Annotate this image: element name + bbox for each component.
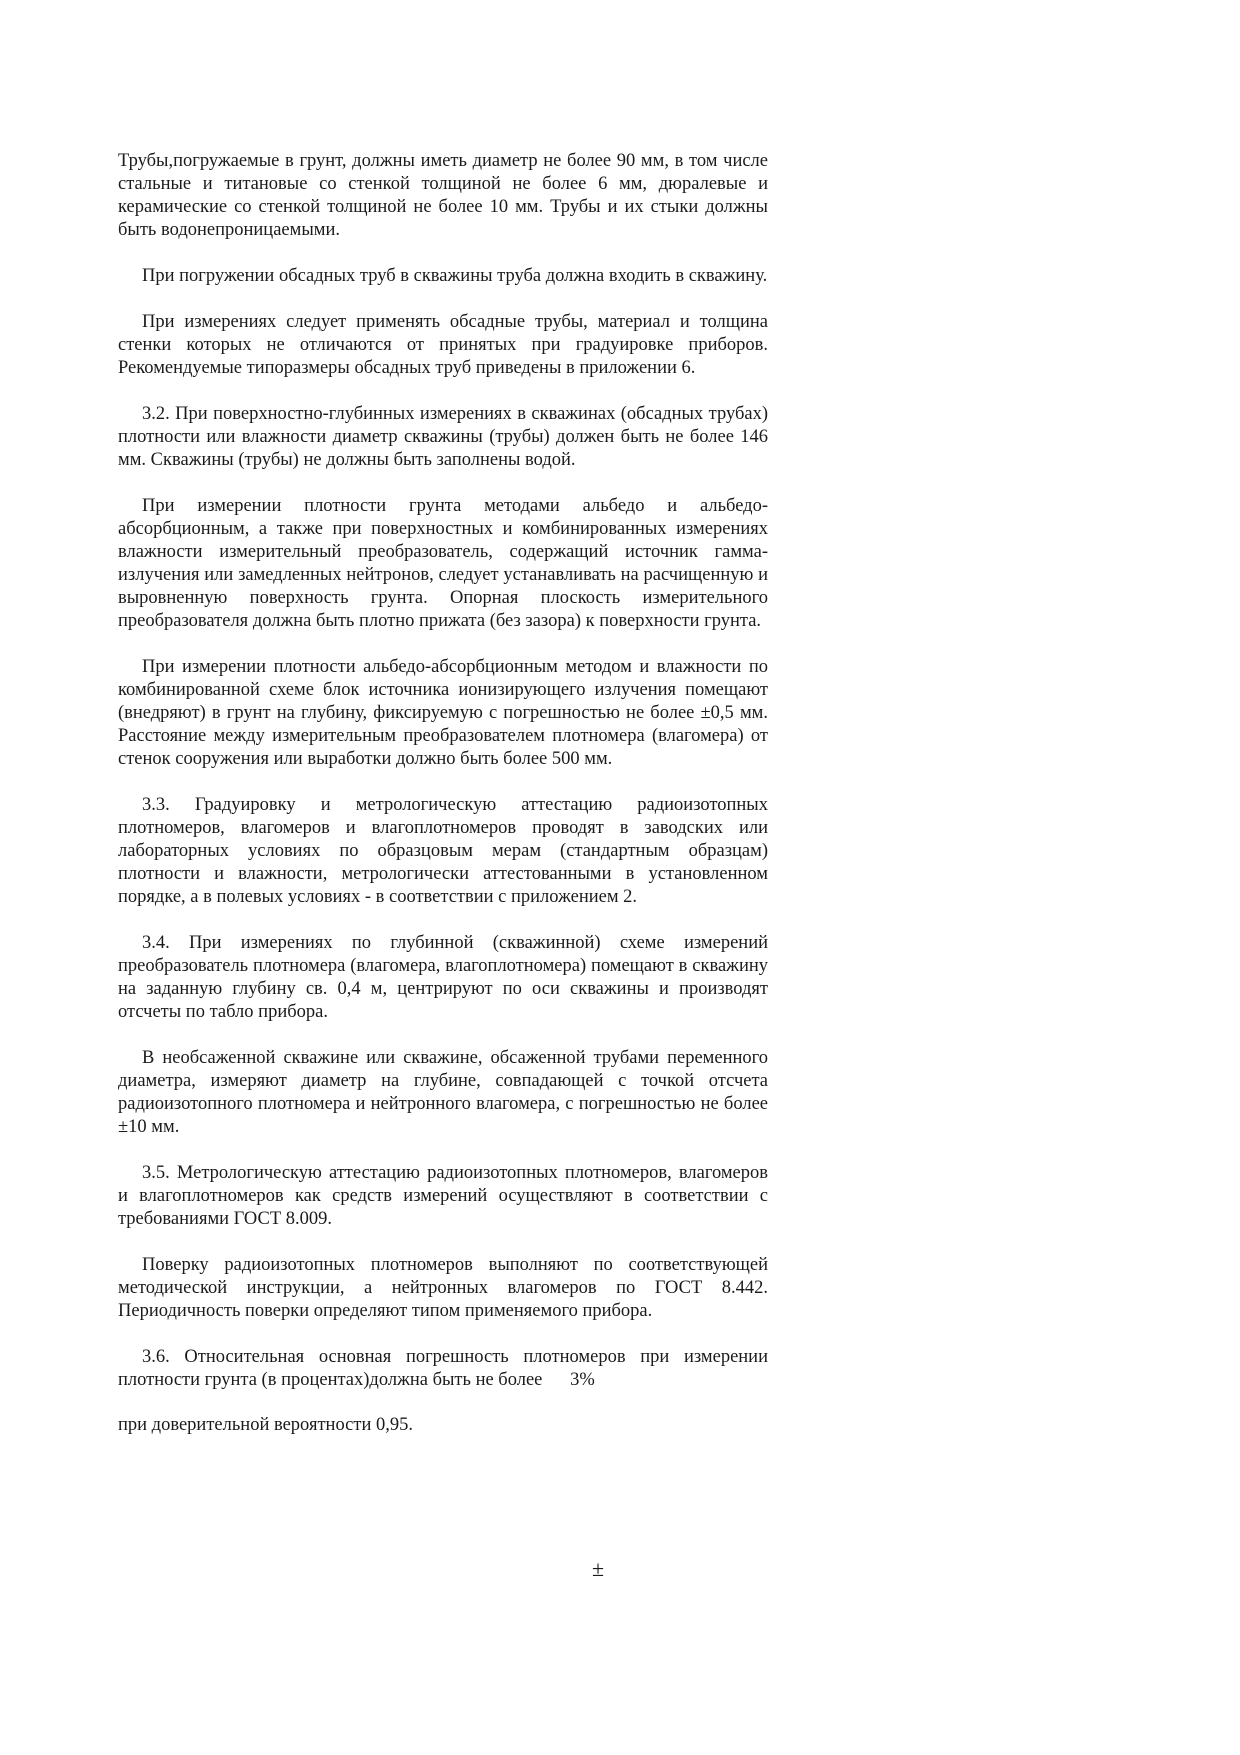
paragraph-section-3-2: 3.2. При поверхностно-глубинных измерениях в скважинах (обсадных трубах) плотности или влажности диаметр скважины (трубы) должен быть не более 146 мм. Скважины (трубы) не должны быть заполнены водой. [118, 404, 768, 470]
paragraph-uncased-borehole: В необсаженной скважине или скважине, обсаженной трубами переменного диаметра, измеряют диаметр на глубине, совпадающей с точкой отсчета радиоизотопного плотномера и нейтронного влагомера, с погрешностью не более ±10 мм. [118, 1048, 768, 1137]
paragraph-section-3-6: 3.6. Относительная основная погрешность плотномеров при измерении плотности грунта (в процентах)должна быть не более 3% [118, 1347, 773, 1390]
paragraph-section-3-4: 3.4. При измерениях по глубинной (скважинной) схеме измерений преобразователь плотномера (влагомера, влагоплотномера) помещают в скважину на заданную глубину св. 0,4 м, центрируют по оси скважины и производят отсчеты по табло прибора. [118, 933, 768, 1022]
plus-minus-symbol: ± [592, 1556, 605, 1581]
paragraph-section-3-3: 3.3. Градуировку и метрологическую аттестацию радиоизотопных плотномеров, влагомеров и влагоплотномеров проводят в заводских или лабораторных условиях по образцовым мерам (стандартным образцам) плотности и влажности, метрологически аттестованными в установленном порядке, а в полевых условиях - в соответствии с приложением 2. [118, 795, 768, 907]
paragraph-albedo-absorption: При измерении плотности альбедо-абсорбционным методом и влажности по комбинированной схеме блок источника ионизирующего излучения помещают (внедряют) в грунт на глубину, фиксируемую с погрешностью не более ±0,5 мм. Расстояние между измерительным преобразователем плотномера (влагомера) от стенок сооружения или выработки должно быть более 500 мм. [118, 657, 768, 769]
paragraph-pipes-requirements: Трубы,погружаемые в грунт, должны иметь диаметр не более 90 мм, в том числе стальные и титановые со стенкой толщиной не более 6 мм, дюралевые и керамические со стенкой толщиной не более 10 мм. Трубы и их стыки должны быть водонепроницаемыми. [118, 151, 768, 240]
paragraph-confidence-level: при доверительной вероятности 0,95. [118, 1415, 413, 1435]
paragraph-casing-pipes: При измерениях следует применять обсадные трубы, материал и толщина стенки которых не отличаются от принятых при градуировке приборов. Рекомендуемые типоразмеры обсадных труб приведены в приложении 6. [118, 312, 768, 378]
paragraph-verification: Поверку радиоизотопных плотномеров выполняют по соответствующей методической инструкции, а нейтронных влагомеров по ГОСТ 8.442. Периодичность поверки определяют типом применяемого прибора. [118, 1255, 768, 1321]
paragraph-section-3-5: 3.5. Метрологическую аттестацию радиоизотопных плотномеров, влагомеров и влагоплотномеров как средств измерений осуществляют в соответствии с требованиями ГОСТ 8.009. [118, 1163, 768, 1229]
paragraph-pipe-insertion: При погружении обсадных труб в скважины труба должна входить в скважину. [142, 266, 768, 286]
document-page [118, 150, 773, 1460]
paragraph-albedo-methods: При измерении плотности грунта методами альбедо и альбедо-абсорбционным, а также при поверхностных и комбинированных измерениях влажности измерительный преобразователь, содержащий источник гамма-излучения или замедленных нейтронов, следует устанавливать на расчищенную и выровненную поверхность грунта. Опорная плоскость измерительного преобразователя должна быть плотно прижата (без зазора) к поверхности грунта. [118, 496, 768, 631]
